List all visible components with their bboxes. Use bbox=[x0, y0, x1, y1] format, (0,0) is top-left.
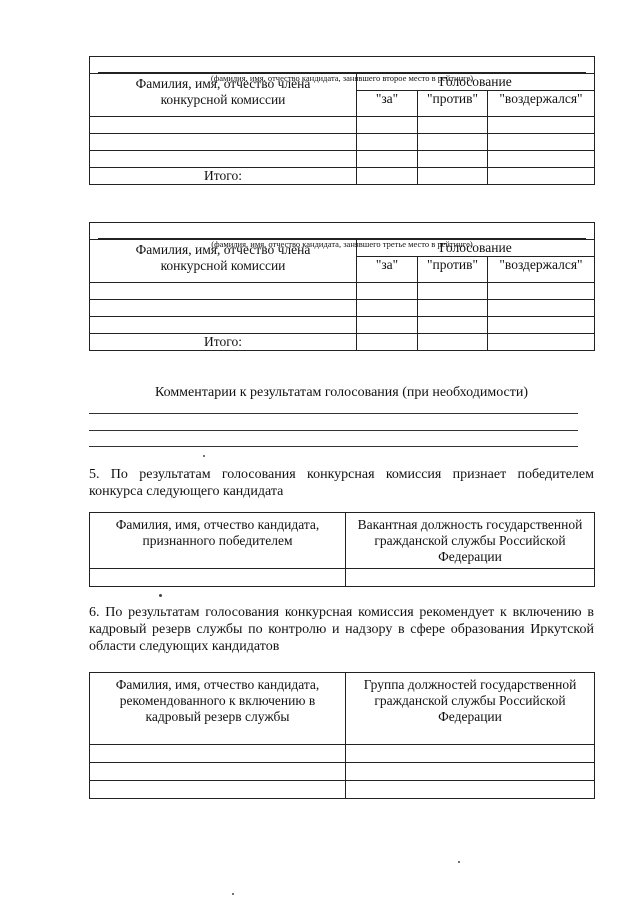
total-cell[interactable] bbox=[488, 168, 595, 185]
vote-cell[interactable] bbox=[418, 283, 488, 300]
winner-position-cell[interactable] bbox=[346, 569, 595, 587]
section-6-text: 6. По результатам голосования конкурсная комиссия рекомендует к включению в кадровый резерв службы по контролю и надзору в сфере образования Иркутской области следующих кандидатов bbox=[89, 605, 594, 654]
col-against: "против" bbox=[418, 257, 488, 283]
vote-cell[interactable] bbox=[357, 117, 418, 134]
vote-cell[interactable] bbox=[357, 317, 418, 334]
reserve-table bbox=[89, 672, 595, 799]
vote-cell[interactable] bbox=[357, 283, 418, 300]
member-header: Фамилия, имя, отчество члена конкурсной комиссии bbox=[90, 74, 357, 117]
reserve-group-cell[interactable] bbox=[346, 745, 595, 763]
vote-cell[interactable] bbox=[488, 317, 595, 334]
vote-cell[interactable] bbox=[488, 283, 595, 300]
reserve-name-header: Фамилия, имя, отчество кандидата, рекомендованного к включению в кадровый резерв службы bbox=[90, 673, 346, 745]
table-row bbox=[90, 745, 595, 763]
scan-speck bbox=[232, 893, 234, 895]
candidate-caption: (фамилия, имя, отчество кандидата, занявшего второе место в рейтинге) bbox=[210, 73, 474, 83]
total-cell[interactable] bbox=[357, 334, 418, 351]
voting-header: Голосование bbox=[357, 74, 595, 91]
col-abstain: "воздержался" bbox=[488, 91, 595, 117]
member-cell[interactable] bbox=[90, 134, 357, 151]
col-against: "против" bbox=[418, 91, 488, 117]
vote-cell[interactable] bbox=[357, 300, 418, 317]
member-header: Фамилия, имя, отчество члена конкурсной комиссии bbox=[90, 240, 357, 283]
winner-position-header: Вакантная должность государственной гражданской службы Российской Федерации bbox=[346, 513, 595, 569]
winner-table bbox=[89, 512, 595, 587]
member-cell[interactable] bbox=[90, 317, 357, 334]
winner-name-cell[interactable] bbox=[90, 569, 346, 587]
table-row bbox=[90, 117, 595, 134]
table-row bbox=[90, 569, 595, 587]
member-cell[interactable] bbox=[90, 151, 357, 168]
comment-line[interactable] bbox=[89, 413, 578, 414]
vote-cell[interactable] bbox=[488, 151, 595, 168]
member-cell[interactable] bbox=[90, 300, 357, 317]
table-row bbox=[90, 151, 595, 168]
total-cell[interactable] bbox=[418, 168, 488, 185]
reserve-group-cell[interactable] bbox=[346, 781, 595, 799]
member-cell[interactable] bbox=[90, 283, 357, 300]
member-cell[interactable] bbox=[90, 117, 357, 134]
table-row bbox=[90, 317, 595, 334]
table-row bbox=[90, 134, 595, 151]
section-5-text: 5. По результатам голосования конкурсная комиссия признает победителем конкурса следующего кандидата bbox=[89, 467, 594, 499]
table-row bbox=[90, 300, 595, 317]
scan-speck bbox=[458, 861, 460, 863]
vote-cell[interactable] bbox=[488, 117, 595, 134]
vote-table-third-place bbox=[89, 222, 595, 351]
voting-header: Голосование bbox=[357, 240, 595, 257]
reserve-group-cell[interactable] bbox=[346, 763, 595, 781]
vote-cell[interactable] bbox=[418, 134, 488, 151]
vote-cell[interactable] bbox=[357, 151, 418, 168]
scan-speck bbox=[159, 594, 162, 597]
col-for: "за" bbox=[357, 257, 418, 283]
total-label: Итого: bbox=[90, 334, 357, 351]
vote-cell[interactable] bbox=[488, 300, 595, 317]
comments-heading: Комментарии к результатам голосования (при необходимости) bbox=[154, 385, 529, 400]
table-row bbox=[90, 781, 595, 799]
candidate-caption: (фамилия, имя, отчество кандидата, занявшего третье место в рейтинге) bbox=[211, 239, 473, 249]
vote-cell[interactable] bbox=[418, 117, 488, 134]
vote-cell[interactable] bbox=[418, 151, 488, 168]
vote-cell[interactable] bbox=[357, 134, 418, 151]
comment-line[interactable] bbox=[89, 446, 578, 447]
total-cell[interactable] bbox=[418, 334, 488, 351]
scan-speck bbox=[203, 455, 205, 457]
winner-name-header: Фамилия, имя, отчество кандидата, признанного победителем bbox=[90, 513, 346, 569]
total-cell[interactable] bbox=[488, 334, 595, 351]
vote-table-second-place bbox=[89, 56, 595, 185]
reserve-name-cell[interactable] bbox=[90, 745, 346, 763]
col-for: "за" bbox=[357, 91, 418, 117]
reserve-name-cell[interactable] bbox=[90, 781, 346, 799]
vote-cell[interactable] bbox=[418, 317, 488, 334]
vote-cell[interactable] bbox=[418, 300, 488, 317]
total-row bbox=[90, 168, 595, 185]
table-row bbox=[90, 763, 595, 781]
total-row bbox=[90, 334, 595, 351]
reserve-name-cell[interactable] bbox=[90, 763, 346, 781]
table-row bbox=[90, 283, 595, 300]
total-label: Итого: bbox=[90, 168, 357, 185]
col-abstain: "воздержался" bbox=[488, 257, 595, 283]
reserve-group-header: Группа должностей государственной гражданской службы Российской Федерации bbox=[346, 673, 595, 745]
comment-line[interactable] bbox=[89, 430, 578, 431]
total-cell[interactable] bbox=[357, 168, 418, 185]
vote-cell[interactable] bbox=[488, 134, 595, 151]
